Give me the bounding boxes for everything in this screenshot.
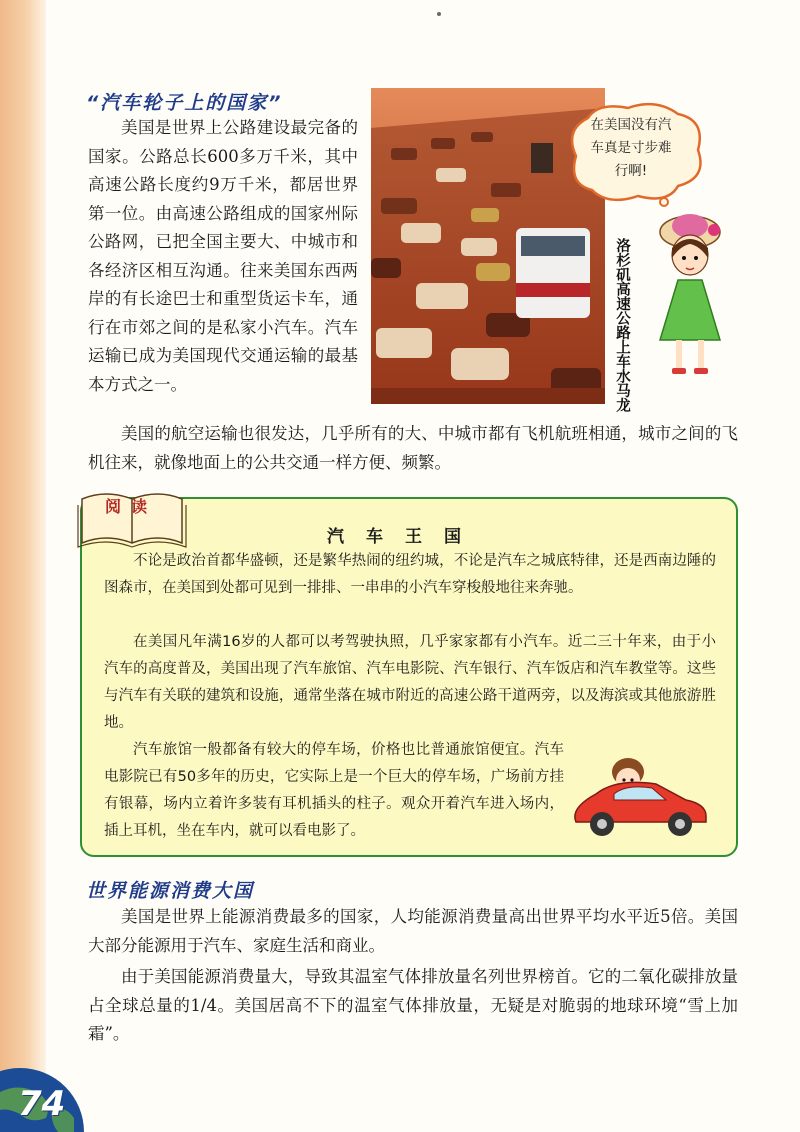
page-number: 74	[18, 1084, 66, 1124]
reading-label: 阅读	[104, 497, 157, 516]
paragraph-aviation: 美国的航空运输也很发达，几乎所有的大、中城市都有飞机航班相通，城市之间的飞机往来，就像地面上的公共交通一样方便、频繁。	[88, 424, 738, 472]
section-heading-car-nation: “汽车轮子上的国家”	[86, 92, 283, 114]
section-heading-energy: 世界能源消费大国	[86, 880, 255, 902]
cartoon-car-illustration	[566, 750, 716, 842]
photo-caption: 洛杉矶高速公路上车水马龙	[614, 238, 630, 412]
reading-paragraph-2: 在美国凡年满16岁的人都可以考驾驶执照，几乎家家都有小汽车。近二三十年来，由于小汽车的高度普及，美国出现了汽车旅馆、汽车电影院、汽车银行、汽车饭店和汽车教堂等。这些与汽车有关联的建筑和设施，通常坐落在城市附近的高速公路干道两旁，以及海滨或其他旅游胜地。	[104, 634, 716, 731]
speech-bubble-text: 在美国没有汽车真是寸步难行啊!	[590, 117, 672, 179]
reading-paragraph-3: 汽车旅馆一般都备有较大的停车场，价格也比普通旅馆便宜。汽车电影院已有50多年的历史，它实际上是一个巨大的停车场，广场前方挂有银幕，场内立着许多装有耳机插头的柱子。观众开着汽车进入场内，插上耳机，坐在车内，就可以看电影了。	[104, 742, 564, 839]
paragraph-greenhouse-gas: 由于美国能源消费量大，导致其温室气体排放量名列世界榜首。它的二氧化碳排放量占全球总量的1/4。美国居高不下的温室气体排放量，无疑是对脆弱的地球环境“雪上加霜”。	[88, 967, 738, 1043]
paragraph-highways: 美国是世界上公路建设最完备的国家。公路总长600多万千米，其中高速公路长度约9万千米，都居世界第一位。由高速公路组成的国家州际公路网，已把全国主要大、中城市和各经济区相互沟通。往来美国东西两岸的有长途巴士和重型货运卡车，通行在市郊之间的是私家小汽车。汽车运输已成为美国现代交通运输的最基本方式之一。	[88, 118, 358, 394]
page-edge-stripe	[0, 0, 46, 1132]
print-speck	[437, 12, 441, 16]
reading-paragraph-1: 不论是政治首都华盛顿，还是繁华热闹的纽约城，不论是汽车之城底特律，还是西南边陲的图森市，在美国到处都可见到一排排、一串串的小汽车穿梭般地往来奔驰。	[104, 553, 716, 596]
reading-title: 汽车王国	[327, 527, 483, 547]
paragraph-energy-consumption: 美国是世界上能源消费最多的国家，人均能源消费量高出世界平均水平近5倍。美国大部分能源用于汽车、家庭生活和商业。	[88, 907, 738, 955]
girl-illustration	[640, 200, 740, 410]
